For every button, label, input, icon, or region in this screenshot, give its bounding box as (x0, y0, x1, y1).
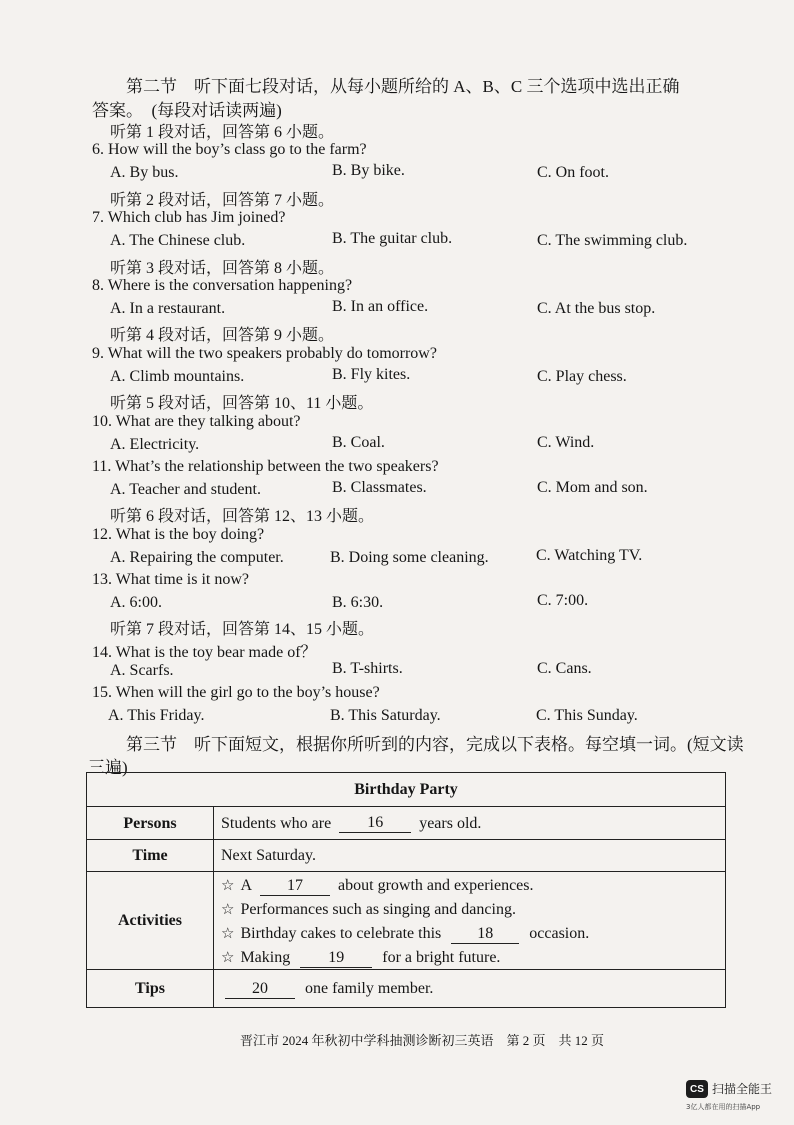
watermark-tagline: 3亿人都在用的扫描App (686, 1103, 761, 1111)
question-12-stem: 12. What is the boy doing? (92, 526, 265, 543)
table-row-activities (87, 871, 725, 970)
dialogue-intro-4: 听第 4 段对话，回答第 9 小题。 (110, 327, 335, 344)
activity-item-3 (221, 924, 589, 944)
dialogue-intro-5: 听第 5 段对话，回答第 10、11 小题。 (110, 395, 374, 412)
question-15-option-b[interactable]: B. This Saturday. (330, 707, 441, 724)
question-7-option-a[interactable]: A. The Chinese club. (110, 232, 246, 249)
question-7-option-b[interactable]: B. The guitar club. (332, 230, 453, 247)
time-cell (221, 840, 721, 872)
question-6-option-b[interactable]: B. By bike. (332, 162, 405, 179)
persons-label: Persons (87, 807, 214, 840)
question-13-option-a[interactable]: A. 6:00. (110, 594, 162, 611)
dialogue-intro-2: 听第 2 段对话，回答第 7 小题。 (110, 192, 335, 209)
dialogue-intro-6: 听第 6 段对话，回答第 12、13 小题。 (110, 508, 375, 525)
section3-heading-line2: 三遍) (88, 758, 128, 777)
question-6-stem: 6. How will the boy’s class go to the farm? (92, 141, 367, 158)
question-9-option-a[interactable]: A. Climb mountains. (110, 368, 245, 385)
question-10-stem: 10. What are they talking about? (92, 413, 301, 430)
question-11-option-c[interactable]: C. Mom and son. (537, 479, 648, 496)
question-11-stem: 11. What’s the relationship between the two speakers? (92, 458, 439, 475)
table-row-time (87, 839, 725, 872)
question-12-option-c[interactable]: C. Watching TV. (536, 547, 643, 564)
question-15-stem: 15. When will the girl go to the boy’s house? (92, 684, 380, 701)
table-title: Birthday Party (354, 780, 458, 798)
blank-18[interactable]: 18 (451, 925, 519, 944)
activities-label: Activities (87, 872, 214, 970)
question-9-option-b[interactable]: B. Fly kites. (332, 366, 411, 383)
question-8-option-a[interactable]: A. In a restaurant. (110, 300, 226, 317)
star-icon: ☆ (221, 924, 235, 942)
star-icon: ☆ (221, 948, 235, 966)
star-icon: ☆ (221, 900, 235, 918)
time-text: Next Saturday. (221, 847, 316, 864)
question-13-option-c[interactable]: C. 7:00. (537, 592, 589, 609)
dialogue-intro-7: 听第 7 段对话，回答第 14、15 小题。 (110, 621, 375, 638)
time-label: Time (87, 840, 214, 872)
question-6-option-c[interactable]: C. On foot. (537, 164, 609, 181)
activity-item-1 (221, 876, 534, 896)
question-14-option-a[interactable]: A. Scarfs. (110, 662, 174, 679)
activity-item-2 (221, 900, 516, 919)
question-10-option-a[interactable]: A. Electricity. (110, 436, 200, 453)
activity-1-pre: A (240, 877, 253, 894)
tips-cell (221, 970, 721, 1008)
question-9-stem: 9. What will the two speakers probably do tomorrow? (92, 345, 437, 362)
dialogue-intro-1: 听第 1 段对话，回答第 6 小题。 (110, 124, 335, 141)
question-11-option-b[interactable]: B. Classmates. (332, 479, 427, 496)
question-10-option-c[interactable]: C. Wind. (537, 434, 595, 451)
activities-cell (221, 872, 721, 970)
dialogue-intro-3: 听第 3 段对话，回答第 8 小题。 (110, 260, 335, 277)
persons-text-pre: Students who are (221, 814, 332, 832)
question-13-option-b[interactable]: B. 6:30. (332, 594, 384, 611)
activity-1-post: about growth and experiences. (338, 877, 534, 894)
section2-heading-line2: 答案。 (每段对话读两遍) (92, 101, 282, 120)
activity-3-pre: Birthday cakes to celebrate this (240, 925, 442, 942)
activity-item-4 (221, 948, 500, 968)
question-14-option-c[interactable]: C. Cans. (537, 660, 592, 677)
activity-4-post: for a bright future. (382, 949, 501, 966)
section3-heading-line1: 第三节 听下面短文，根据你所听到的内容，完成以下表格。每空填一词。(短文读 (126, 735, 744, 754)
activity-2-text: Performances such as singing and dancing. (240, 901, 516, 918)
question-14-stem: 14. What is the toy bear made of？ (92, 644, 317, 661)
page-footer: 晋江市 2024 年秋初中学科抽测诊断初三英语 第 2 页 共 12 页 (240, 1033, 605, 1048)
question-11-option-a[interactable]: A. Teacher and student. (110, 481, 261, 498)
question-15-option-c[interactable]: C. This Sunday. (536, 707, 638, 724)
activity-3-post: occasion. (529, 925, 590, 942)
blank-16[interactable]: 16 (339, 814, 411, 833)
activity-4-pre: Making (240, 949, 291, 966)
persons-text-post: years old. (419, 814, 482, 832)
tips-text-post: one family member. (305, 980, 434, 997)
question-13-stem: 13. What time is it now? (92, 571, 250, 588)
question-12-option-b[interactable]: B. Doing some cleaning. (330, 549, 489, 566)
question-14-option-b[interactable]: B. T-shirts. (332, 660, 403, 677)
question-7-stem: 7. Which club has Jim joined? (92, 209, 286, 226)
question-8-option-c[interactable]: C. At the bus stop. (537, 300, 656, 317)
birthday-party-table (86, 772, 726, 1008)
star-icon: ☆ (221, 876, 235, 894)
section2-heading-line1: 第二节 听下面七段对话，从每小题所给的 A、B、C 三个选项中选出正确 (126, 77, 680, 96)
camscanner-logo-icon: CS (686, 1080, 708, 1098)
table-row-tips (87, 969, 725, 1008)
question-9-option-c[interactable]: C. Play chess. (537, 368, 627, 385)
question-8-stem: 8. Where is the conversation happening? (92, 277, 353, 294)
question-6-option-a[interactable]: A. By bus. (110, 164, 179, 181)
table-row-persons (87, 806, 725, 840)
tips-label: Tips (87, 970, 214, 1008)
blank-20[interactable]: 20 (225, 980, 295, 999)
blank-17[interactable]: 17 (260, 877, 330, 896)
table-title-row (87, 773, 725, 806)
question-7-option-c[interactable]: C. The swimming club. (537, 232, 688, 249)
question-15-option-a[interactable]: A. This Friday. (108, 707, 205, 724)
blank-19[interactable]: 19 (300, 949, 372, 968)
question-10-option-b[interactable]: B. Coal. (332, 434, 385, 451)
persons-cell (221, 807, 721, 840)
question-8-option-b[interactable]: B. In an office. (332, 298, 429, 315)
question-12-option-a[interactable]: A. Repairing the computer. (110, 549, 284, 566)
watermark-brand: 扫描全能王 (712, 1082, 773, 1096)
